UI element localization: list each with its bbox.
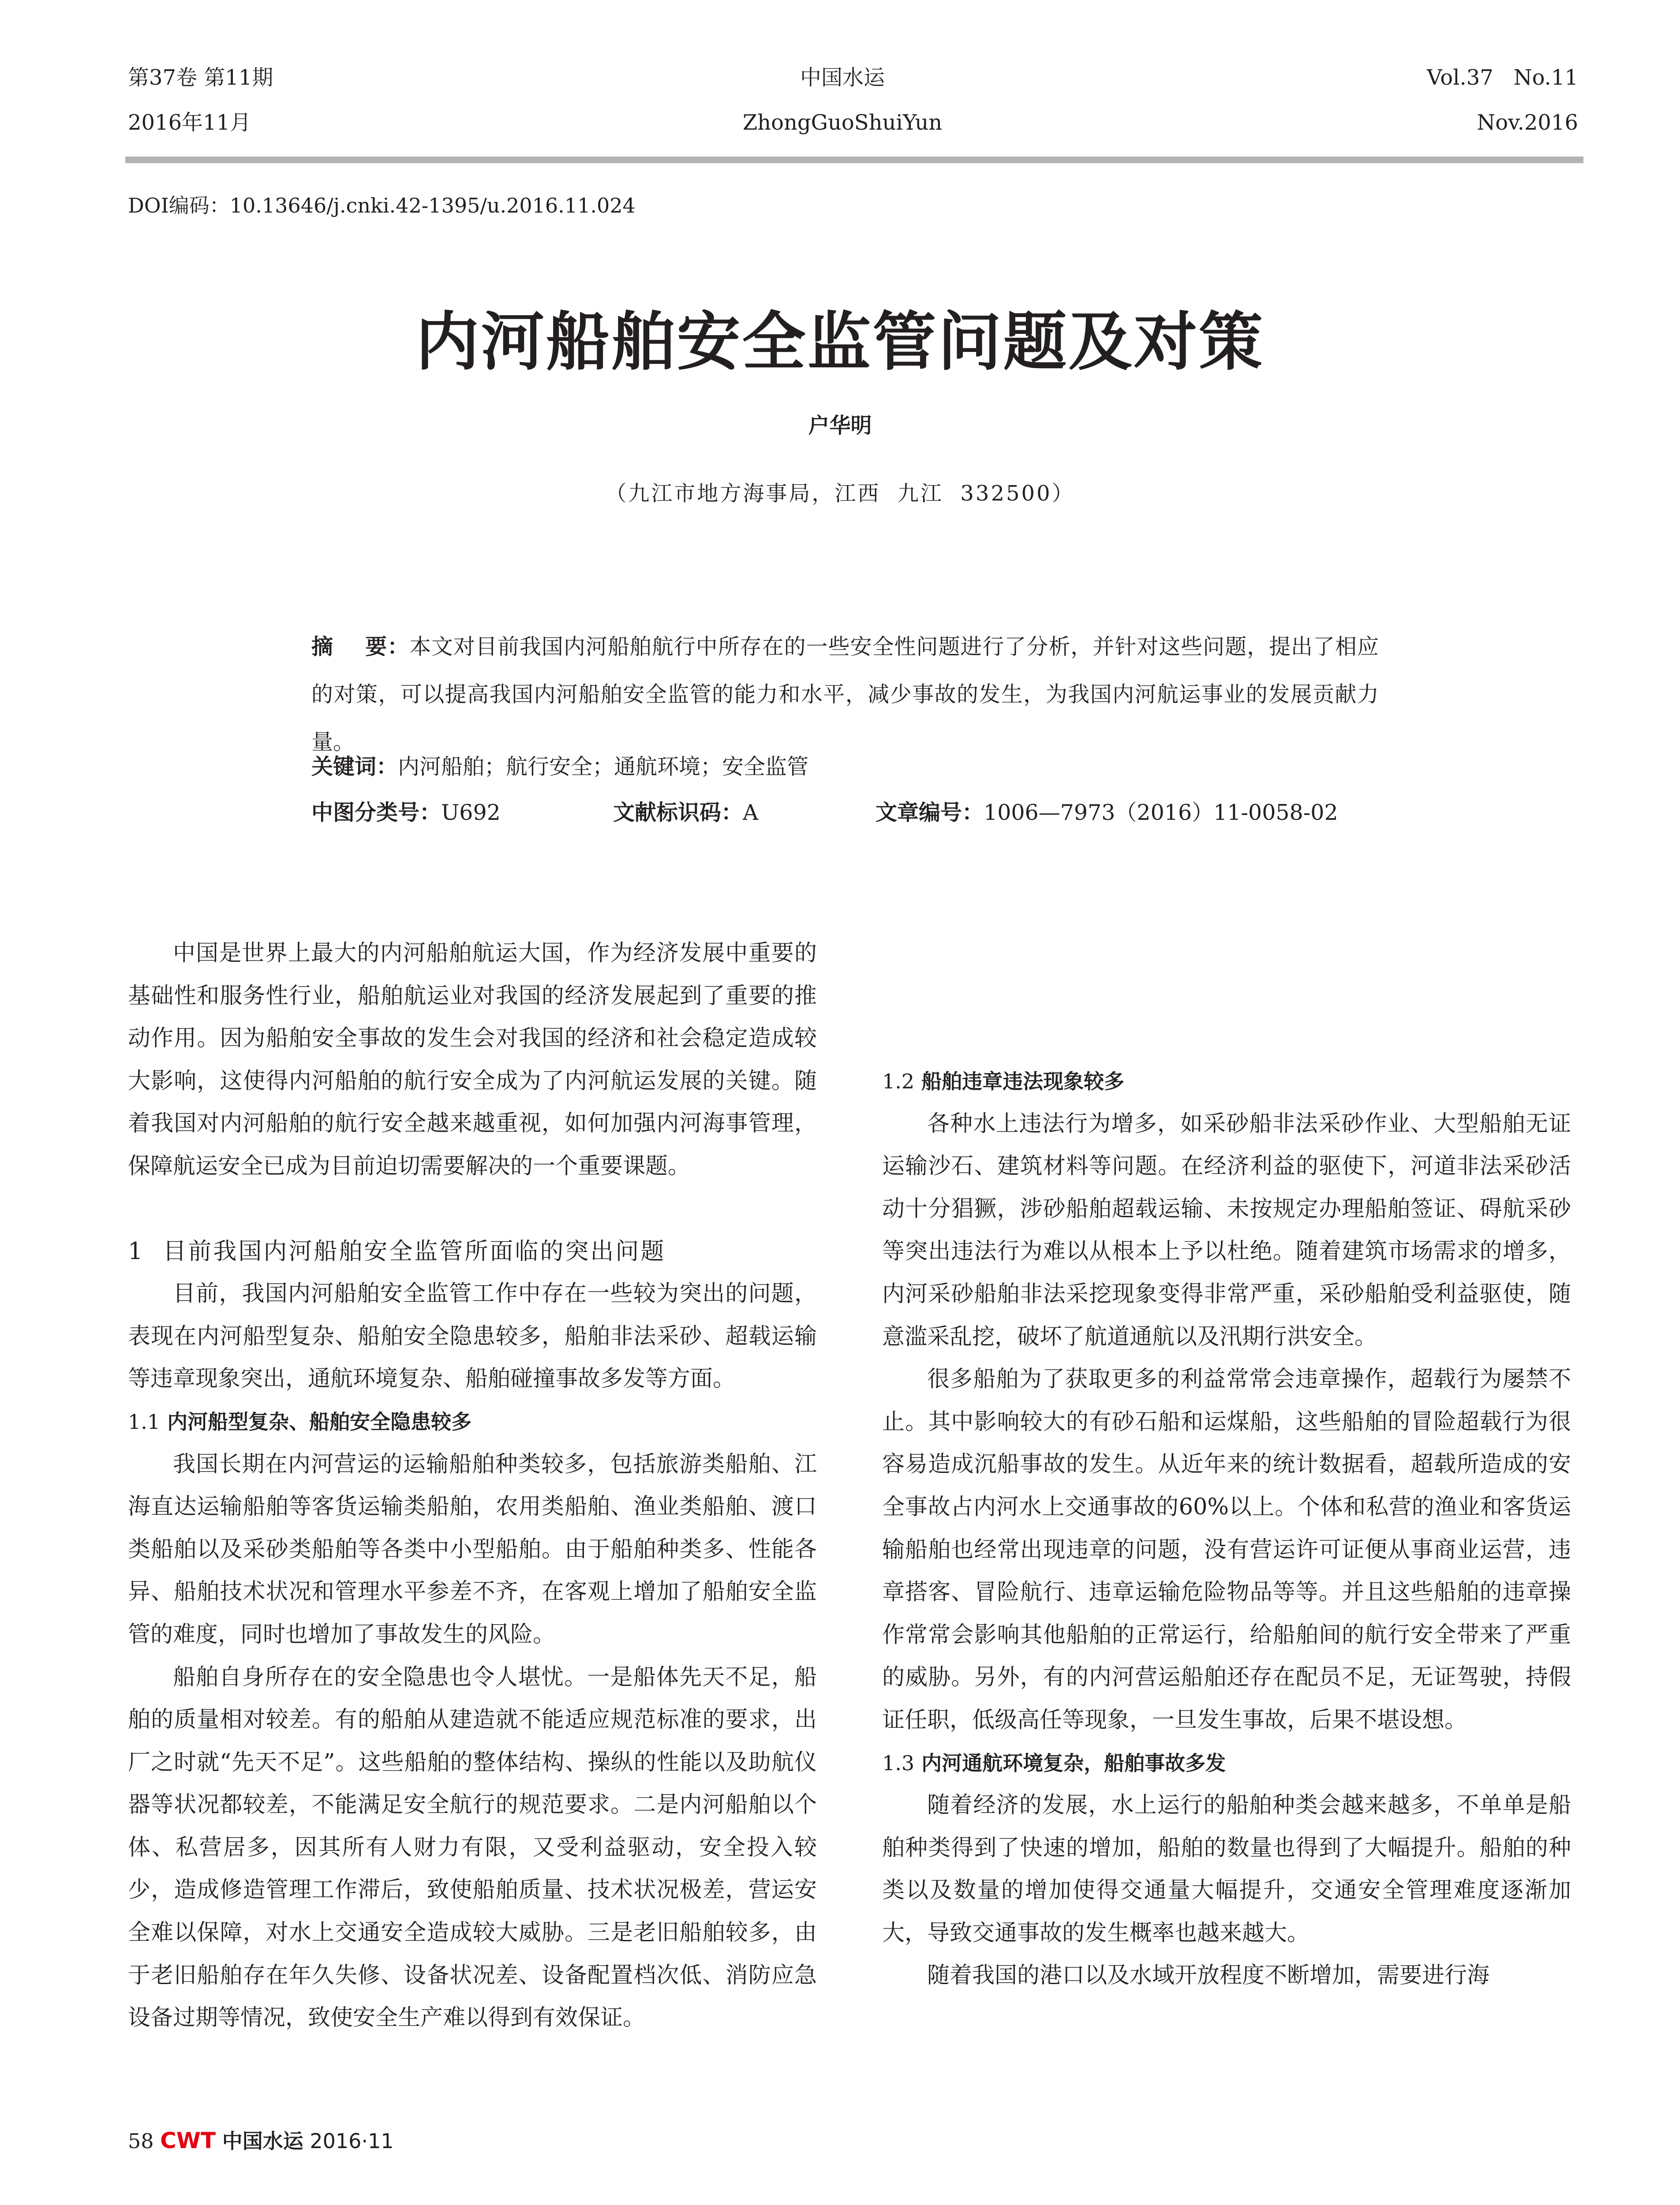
header-volume-issue: 第37卷 第11期	[128, 65, 273, 90]
article-number	[876, 800, 1338, 826]
footer-journal-name: 中国水运	[222, 2129, 303, 2153]
paragraph-1-2-a: 各种水上违法行为增多，如采砂船非法采砂作业、大型船舶无证运输沙石、建筑材料等问题。在经济利益的驱使下，河道非法采砂活动十分猖獗，涉砂船舶超载运输、未按规定办理船舶签证、碍航采砂等突出违法行为难以从根本上予以杜绝。随着建筑市场需求的增多，内河采砂船舶非法采挖现象变得非常严重，采砂船舶受利益驱使，随意滥采乱挖，破坏了航道通航以及汛期行洪安全。	[882, 1110, 1571, 1350]
abstract-text: 本文对目前我国内河船舶航行中所存在的一些安全性问题进行了分析，并针对这些问题，提出了相应的对策，可以提高我国内河船舶安全监管的能力和水平，减少事故的发生，为我国内河航运事业的发展贡献力量。	[311, 634, 1379, 755]
abstract-label: 摘 要：	[311, 634, 410, 659]
header-date: 2016年11月	[128, 110, 251, 135]
paragraph-intro: 中国是世界上最大的内河船舶航运大国，作为经济发展中重要的基础性和服务性行业，船舶航运业对我国的经济发展起到了重要的推动作用。因为船舶安全事故的发生会对我国的经济和社会稳定造成较大影响，这使得内河船舶的航行安全成为了内河航运发展的关键。随着我国对内河船舶的航行安全越来越重视，如何加强内河海事管理，保障航运安全已成为目前迫切需要解决的一个重要课题。	[128, 940, 817, 1179]
section-title-1-1: 内河船型复杂、船舶安全隐患较多	[167, 1409, 472, 1434]
paragraph-1-3-a: 随着经济的发展，水上运行的船舶种类会越来越多，不单单是船舶种类得到了快速的增加，船舶的数量也得到了大幅提升。船舶的种类以及数量的增加使得交通量大幅提升，交通安全管理难度逐渐加大，导致交通事故的发生概率也越来越大。	[882, 1792, 1571, 1946]
document-code	[613, 800, 758, 826]
header-date-en: Nov.2016	[1477, 110, 1578, 135]
section-number-1-3: 1.3	[882, 1751, 915, 1775]
article-number-label: 文章编号：	[876, 800, 984, 825]
section-heading-1-1	[128, 1401, 817, 1443]
section-number-1-2: 1.2	[882, 1069, 915, 1093]
abstract	[311, 623, 1379, 766]
footer-issue: 2016·11	[310, 2129, 394, 2153]
header-volume-issue-en: Vol.37 No.11	[1426, 65, 1578, 90]
keywords-label: 关键词：	[311, 754, 398, 779]
affiliation: （九江市地方海事局，江西 九江 332500）	[605, 481, 1075, 506]
clc-number	[311, 800, 501, 826]
body-column-right	[882, 932, 1571, 1997]
header-rule	[125, 157, 1583, 163]
doi: DOI编码：10.13646/j.cnki.42-1395/u.2016.11.024	[128, 194, 636, 217]
page-number: 58	[128, 2129, 154, 2153]
article-title: 内河船舶安全监管问题及对策	[415, 304, 1265, 379]
header-journal-pinyin: ZhongGuoShuiYun	[742, 110, 943, 135]
clc-value: U692	[441, 800, 501, 825]
section-number-1-1: 1.1	[128, 1409, 161, 1434]
paragraph-1-1-b: 船舶自身所存在的安全隐患也令人堪忧。一是船体先天不足，船舶的质量相对较差。有的船舶从建造就不能适应规范标准的要求，出厂之时就“先天不足”。这些船舶的整体结构、操纵的性能以及助航仪器等状况都较差，不能满足安全航行的规范要求。二是内河船舶以个体、私营居多，因其所有人财力有限，又受利益驱动，安全投入较少，造成修造管理工作滞后，致使船舶质量、技术状况极差，营运安全难以保障，对水上交通安全造成较大威胁。三是老旧船舶较多，由于老旧船舶存在年久失修、设备状况差、设备配置档次低、消防应急设备过期等情况，致使安全生产难以得到有效保证。	[128, 1664, 817, 2031]
section-heading-1: 1 目前我国内河船舶安全监管所面临的突出问题	[128, 1237, 666, 1265]
author: 户华明	[808, 413, 872, 438]
document-code-value: A	[743, 800, 759, 825]
keywords	[311, 754, 808, 780]
paragraph-1: 目前，我国内河船舶安全监管工作中存在一些较为突出的问题，表现在内河船型复杂、船舶安全隐患较多，船舶非法采砂、超载运输等违章现象突出，通航环境复杂、船舶碰撞事故多发等方面。	[128, 1281, 817, 1392]
clc-label: 中图分类号：	[311, 800, 442, 825]
article-number-value: 1006—7973（2016）11-0058-02	[984, 800, 1338, 825]
footer	[128, 2127, 394, 2154]
section-heading-1-3	[882, 1742, 1571, 1785]
body-column-left	[128, 932, 817, 2040]
paragraph-1-3-b: 随着我国的港口以及水域开放程度不断增加，需要进行海	[927, 1962, 1490, 1989]
keywords-text: 内河船舶；航行安全；通航环境；安全监管	[398, 754, 809, 779]
section-title-1-3: 内河通航环境复杂，船舶事故多发	[921, 1751, 1226, 1775]
cwt-logo: CWT	[160, 2128, 216, 2153]
paragraph-1-2-b: 很多船舶为了获取更多的利益常常会违章操作，超载行为屡禁不止。其中影响较大的有砂石船和运煤船，这些船舶的冒险超载行为很容易造成沉船事故的发生。从近年来的统计数据看，超载所造成的安全事故占内河水上交通事故的60%以上。个体和私营的渔业和客货运输船舶也经常出现违章的问题，没有营运许可证便从事商业运营，违章搭客、冒险航行、违章运输危险物品等等。并且这些船舶的违章操作常常会影响其他船舶的正常运行，给船舶间的航行安全带来了严重的威胁。另外，有的内河营运船舶还存在配员不足，无证驾驶，持假证任职，低级高任等现象，一旦发生事故，后果不堪设想。	[882, 1366, 1571, 1733]
section-title-1-2: 船舶违章违法现象较多	[921, 1069, 1125, 1093]
section-heading-1-2	[882, 1060, 1571, 1103]
document-code-label: 文献标识码：	[613, 800, 743, 825]
header-journal-name: 中国水运	[800, 65, 885, 90]
paragraph-1-1-a: 我国长期在内河营运的运输船舶种类较多，包括旅游类船舶、江海直达运输船舶等客货运输类船舶，农用类船舶、渔业类船舶、渡口类船舶以及采砂类船舶等各类中小型船舶。由于船舶种类多、性能各异、船舶技术状况和管理水平参差不齐，在客观上增加了船舶安全监管的难度，同时也增加了事故发生的风险。	[128, 1451, 817, 1648]
